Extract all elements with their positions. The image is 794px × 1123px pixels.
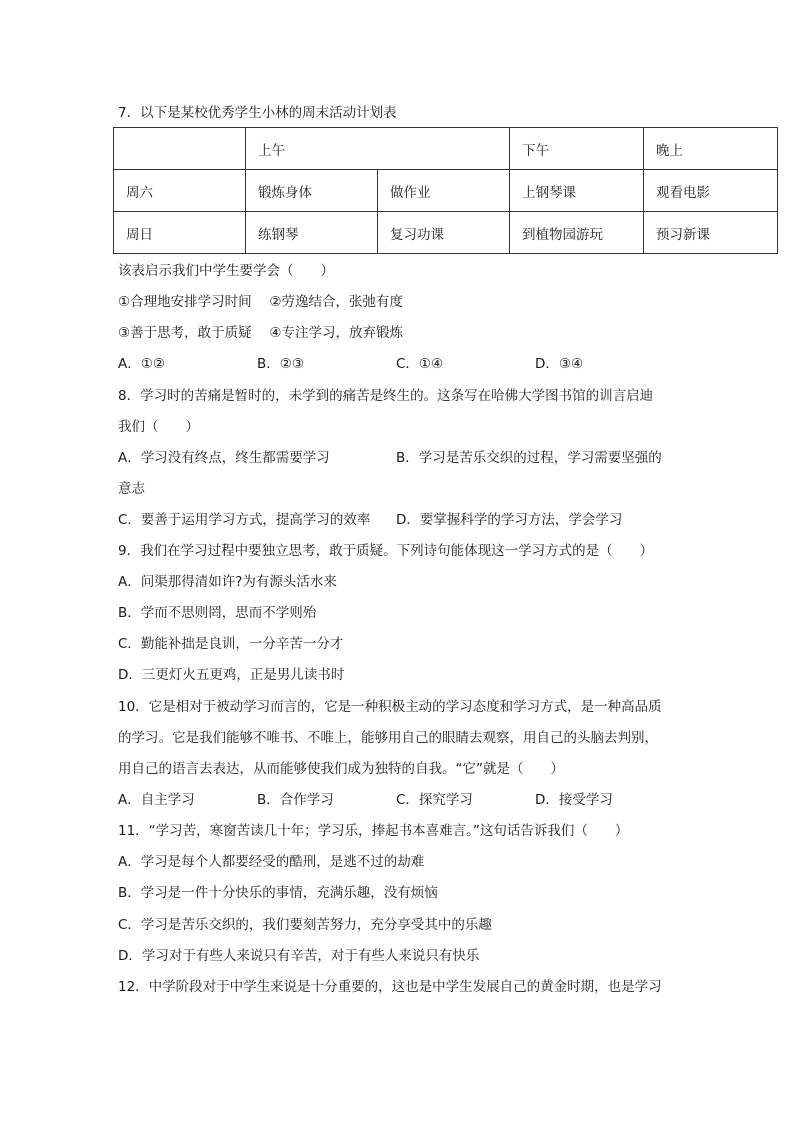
table-cell: 锻炼身体 (246, 170, 378, 212)
table-header-evening: 晚上 (644, 128, 778, 170)
q11-option-b[interactable]: B．学习是一件十分快乐的事情，充满乐趣，没有烦恼 (118, 885, 438, 901)
table-header-row (114, 128, 778, 170)
q9-stem: 9．我们在学习过程中要独立思考，敢于质疑。下列诗句能体现这一学习方式的是（ ） (118, 543, 654, 559)
table-cell: 周六 (114, 170, 246, 212)
table-cell: 观看电影 (644, 170, 778, 212)
q10-option-d[interactable]: D．接受学习 (535, 792, 613, 808)
q10-option-a[interactable]: A．自主学习 (118, 792, 195, 808)
q8-option-a[interactable]: A．学习没有终点，终生都需要学习 (118, 450, 330, 466)
table-row (114, 212, 778, 254)
q10-stem-line1: 10．它是相对于被动学习而言的，它是一种积极主动的学习态度和学习方式，是一种高品质 (118, 699, 662, 715)
q11-option-d[interactable]: D．学习对于有些人来说只有辛苦，对于有些人来说只有快乐 (118, 948, 480, 964)
q9-option-a[interactable]: A．问渠那得清如许?为有源头活水来 (118, 574, 337, 590)
table-cell: 练钢琴 (246, 212, 378, 254)
q7-option-d[interactable]: D．③④ (535, 356, 584, 372)
q8-option-d[interactable]: D．要掌握科学的学习方法，学会学习 (396, 512, 623, 528)
q7-items-2: ③善于思考，敢于质疑 ④专注学习，放弃锻炼 (118, 325, 403, 341)
table-cell: 做作业 (378, 170, 510, 212)
q10-stem-line2: 的学习。它是我们能够不唯书、不唯上，能够用自己的眼睛去观察，用自己的头脑去判别， (118, 730, 658, 746)
table-cell: 预习新课 (644, 212, 778, 254)
q9-option-d[interactable]: D．三更灯火五更鸡，正是男儿读书时 (118, 667, 345, 683)
q7-option-b[interactable]: B．②③ (257, 356, 304, 372)
q9-option-b[interactable]: B．学而不思则罔，思而不学则殆 (118, 605, 317, 621)
q10-stem-line3: 用自己的语言去表达，从而能够使我们成为独特的自我。“它”就是（ ） (118, 761, 564, 777)
q11-option-a[interactable]: A．学习是每个人都要经受的酷刑，是逃不过的劫难 (118, 854, 425, 870)
q10-option-c[interactable]: C．探究学习 (396, 792, 473, 808)
q8-option-b-continued: 意志 (118, 481, 145, 497)
q8-stem-line1: 8．学习时的苦痛是暂时的，未学到的痛苦是终生的。这条写在哈佛大学图书馆的训言启迪 (118, 388, 654, 404)
q8-stem-line2: 我们（ ） (118, 419, 199, 435)
weekend-plan-table (113, 127, 778, 254)
q7-items-1: ①合理地安排学习时间 ②劳逸结合，张弛有度 (118, 294, 403, 310)
q7-option-c[interactable]: C．①④ (396, 356, 444, 372)
q10-option-b[interactable]: B．合作学习 (257, 792, 334, 808)
table-header-afternoon: 下午 (510, 128, 644, 170)
table-cell (114, 128, 246, 170)
q11-option-c[interactable]: C．学习是苦乐交织的，我们要刻苦努力，充分享受其中的乐趣 (118, 917, 492, 933)
table-cell: 上钢琴课 (510, 170, 644, 212)
q7-stem: 7．以下是某校优秀学生小林的周末活动计划表 (118, 105, 397, 121)
q8-option-c[interactable]: C．要善于运用学习方式，提高学习的效率 (118, 512, 371, 528)
table-row (114, 170, 778, 212)
q7-question: 该表启示我们中学生要学会（ ） (118, 263, 334, 279)
q9-option-c[interactable]: C．勤能补拙是良训，一分辛苦一分才 (118, 636, 344, 652)
table-header-morning: 上午 (246, 128, 510, 170)
table-cell: 复习功课 (378, 212, 510, 254)
q12-stem-line1: 12．中学阶段对于中学生来说是十分重要的，这也是中学生发展自己的黄金时期，也是学习 (118, 979, 662, 995)
q7-option-a[interactable]: A．①② (118, 356, 165, 372)
table-cell: 到植物园游玩 (510, 212, 644, 254)
q8-option-b[interactable]: B．学习是苦乐交织的过程，学习需要坚强的 (396, 450, 662, 466)
q11-stem: 11．“学习苦，寒窗苦读几十年；学习乐，捧起书本喜难言。”这句话告诉我们（ ） (118, 823, 629, 839)
table-cell: 周日 (114, 212, 246, 254)
